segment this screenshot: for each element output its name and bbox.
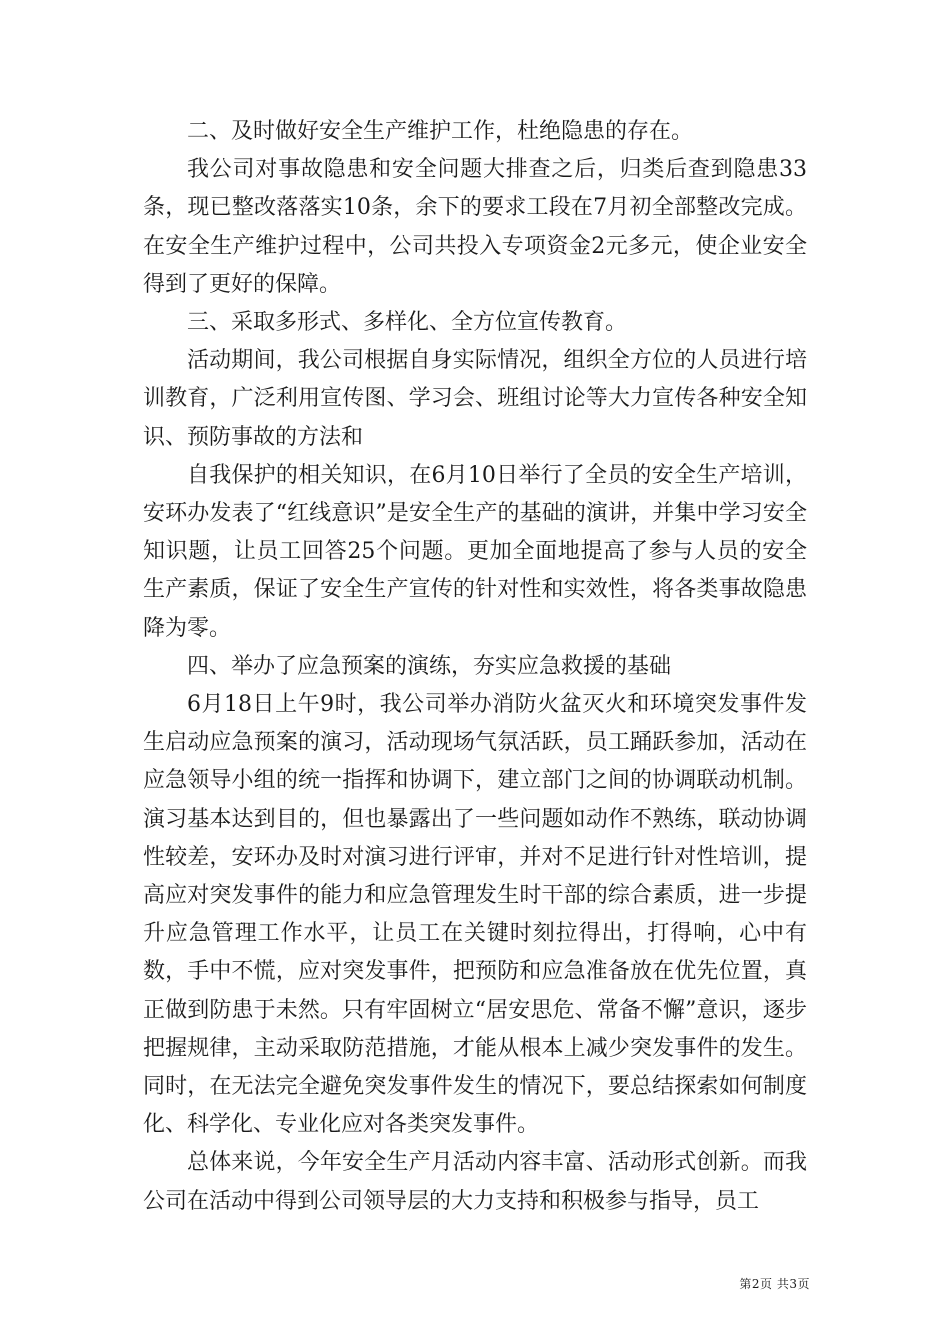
section-heading-4: 四、举办了应急预案的演练，夯实应急救援的基础	[187, 653, 672, 679]
document-body	[143, 113, 807, 1221]
paragraph-hazard-rectification: 我公司对事故隐患和安全问题大排查之后，归类后查到隐患33条，现已整改落落实10条，余下的要求工段在7月初全部整改完成。在安全生产维护过程中，公司共投入专项资金2元多元，使企业安全得到了更好的保障。	[143, 157, 807, 297]
paragraph-summary: 总体来说，今年安全生产月活动内容丰富、活动形式创新。而我公司在活动中得到公司领导层的大力支持和积极参与指导，员工	[143, 1150, 807, 1214]
paragraph-self-protection: 自我保护的相关知识，在6月10日举行了全员的安全生产培训，安环办发表了“红线意识”是安全生产的基础的演讲，并集中学习安全知识题，让员工回答25个问题。更加全面地提高了参与人员的安全生产素质，保证了安全生产宣传的针对性和实效性，将各类事故隐患降为零。	[143, 462, 807, 641]
section-heading-2: 二、及时做好安全生产维护工作，杜绝隐患的存在。	[187, 119, 694, 144]
section-heading-3: 三、采取多形式、多样化、全方位宣传教育。	[187, 310, 628, 336]
paragraph-emergency-drill: 6月18日上午9时，我公司举办消防火盆灭火和环境突发事件发生启动应急预案的演习，活动现场气氛活跃，员工踊跃参加，活动在应急领导小组的统一指挥和协调下，建立部门之间的协调联动机制。演习基本达到目的，但也暴露出了一些问题如动作不熟练，联动协调性较差，安环办及时对演习进行评审，并对不足进行针对性培训，提高应对突发事件的能力和应急管理发生时干部的综合素质，进一步提升应急管理工作水平，让员工在关键时刻拉得出，打得响，心中有数，手中不慌，应对突发事件，把预防和应急准备放在优先位置，真正做到防患于未然。只有牢固树立“居安思危、常备不懈”意识，逐步把握规律，主动采取防范措施，才能从根本上减少突发事件的发生。同时，在无法完全避免突发事件发生的情况下，要总结探索如何制度化、科学化、专业化应对各类突发事件。	[143, 692, 807, 1138]
paragraph-training: 活动期间，我公司根据自身实际情况，组织全方位的人员进行培训教育，广泛利用宣传图、学习会、班组讨论等大力宣传各种安全知识、预防事故的方法和	[143, 348, 807, 450]
page-number: 第2页 共3页	[739, 1277, 810, 1291]
